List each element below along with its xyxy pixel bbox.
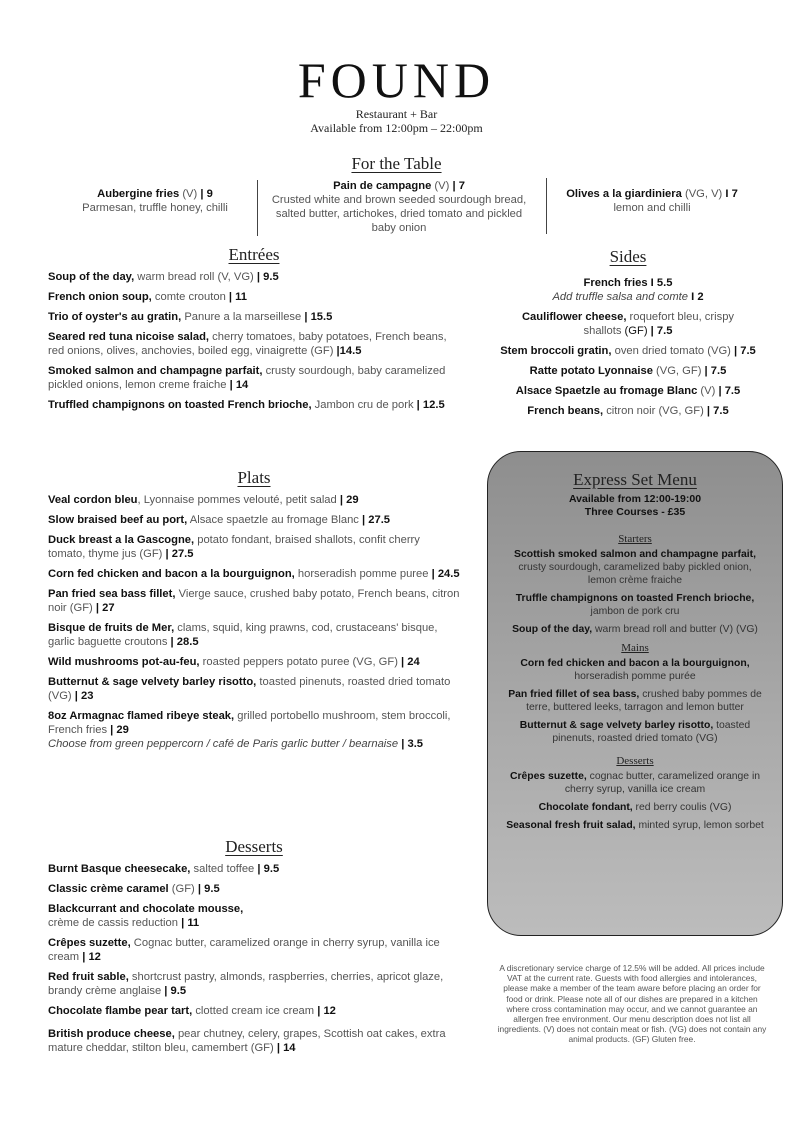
express-set-menu-card xyxy=(487,451,783,936)
divider-left xyxy=(257,180,258,236)
item-desc: crusty sourdough, caramelized baby pickled onion, lemon crème fraiche xyxy=(518,562,752,586)
item-note-price: I 2 xyxy=(688,291,704,303)
item-desc: roquefort bleu, crispy shallots xyxy=(583,311,735,337)
express-item xyxy=(506,657,764,683)
item-price: | 11 xyxy=(225,291,247,303)
menu-item xyxy=(478,364,778,378)
item-price: | 29 xyxy=(107,724,129,736)
table-item-olives xyxy=(552,187,752,215)
item-desc: Crusted white and brown seeded sourdough bread, salted butter, artichokes, dried tomato and pickled baby onion xyxy=(271,194,527,234)
express-availability: Available from 12:00-19:00 xyxy=(568,493,702,505)
item-name: Burnt Basque cheesecake, xyxy=(48,863,191,875)
availability-text: Available from 12:00pm – 22:00pm xyxy=(310,121,483,135)
entrees-list xyxy=(48,270,460,418)
item-desc: clams, squid, king prawns, cod, crustaceans' bisque, garlic baguette croutons xyxy=(48,622,438,648)
item-desc: minted syrup, lemon sorbet xyxy=(635,820,764,831)
item-tag: (V) xyxy=(179,188,198,200)
item-desc: horseradish pomme puree xyxy=(294,568,429,580)
item-price: | 7 xyxy=(449,180,465,192)
item-name: Alsace Spaetzle au fromage Blanc xyxy=(515,385,698,397)
item-price: | 7.5 xyxy=(701,365,727,377)
desserts-title: Desserts xyxy=(225,837,283,856)
divider-right xyxy=(546,178,547,234)
express-item xyxy=(506,719,764,745)
item-desc: pear chutney, celery, grapes, Scottish oat cakes, extra mature cheddar, stilton bleu, camembert (GF) xyxy=(48,1028,446,1054)
item-desc: (VG, GF) xyxy=(652,365,702,377)
item-price: | 12 xyxy=(79,951,101,963)
item-price: | 12 xyxy=(314,1005,336,1017)
item-desc: Cognac butter, caramelized orange in cherry syrup, vanilla ice cream xyxy=(48,937,440,963)
menu-item xyxy=(478,344,778,358)
item-desc: , Lyonnaise pommes velouté, petit salad xyxy=(137,494,337,506)
item-desc: clotted cream ice cream xyxy=(192,1005,315,1017)
express-desserts-title: Desserts xyxy=(616,755,654,767)
express-item xyxy=(506,623,764,636)
express-item xyxy=(506,770,764,796)
item-price: | 24.5 xyxy=(428,568,460,580)
item-desc: roasted peppers potato puree (VG, GF) xyxy=(199,656,398,668)
item-name: Crêpes suzette, xyxy=(509,771,587,782)
item-desc: Alsace spaetzle au fromage Blanc xyxy=(187,514,359,526)
item-price: | 27.5 xyxy=(162,548,194,560)
express-item xyxy=(506,801,764,814)
item-name: Slow braised beef au port, xyxy=(48,514,188,526)
item-name: Butternut & sage velvety barley risotto, xyxy=(519,720,714,731)
item-name: Pain de campagne xyxy=(333,180,432,192)
item-desc: Parmesan, truffle honey, chilli xyxy=(82,202,228,214)
item-name: Blackcurrant and chocolate mousse, xyxy=(48,903,244,915)
item-name: Bisque de fruits de Mer, xyxy=(48,622,175,634)
sides-title: Sides xyxy=(609,247,647,266)
item-price: | 29 xyxy=(336,494,359,506)
item-desc: comte crouton xyxy=(151,291,226,303)
menu-item xyxy=(478,384,778,398)
menu-item xyxy=(48,364,460,392)
menu-item xyxy=(48,902,460,930)
item-desc: Panure a la marseillese xyxy=(181,311,302,323)
item-desc: jambon de pork cru xyxy=(590,606,680,617)
item-name: Classic crème caramel xyxy=(48,883,169,895)
menu-item xyxy=(48,862,460,876)
item-name: Pan fried fillet of sea bass, xyxy=(508,689,640,700)
item-desc: salted toffee xyxy=(190,863,255,875)
item-name: Cauliflower cheese, xyxy=(521,311,627,323)
item-desc: warm bread roll (V, VG) xyxy=(134,271,254,283)
table-item-pain-de-campagne xyxy=(264,179,534,235)
menu-item xyxy=(48,655,460,669)
plats-title: Plats xyxy=(237,468,271,487)
item-name: Chocolate flambe pear tart, xyxy=(48,1005,193,1017)
item-price: | 12.5 xyxy=(413,399,445,411)
menu-item xyxy=(48,1004,460,1018)
item-desc: warm bread roll and butter (V) (VG) xyxy=(592,624,758,635)
item-price: | 9.5 xyxy=(194,883,220,895)
menu-item xyxy=(48,310,460,324)
item-name: Butternut & sage velvety barley risotto, xyxy=(48,676,257,688)
desserts-list xyxy=(48,862,460,1061)
item-name: French beans, xyxy=(527,405,604,417)
item-name: Veal cordon bleu xyxy=(48,494,138,506)
item-name: Seasonal fresh fruit salad, xyxy=(506,820,636,831)
item-name: Pan fried sea bass fillet, xyxy=(48,588,176,600)
item-name: Soup of the day, xyxy=(48,271,135,283)
menu-item xyxy=(478,404,778,418)
menu-item xyxy=(48,936,460,964)
item-tag: (GF) xyxy=(621,325,648,337)
menu-item xyxy=(48,513,460,527)
express-title: Express Set Menu xyxy=(573,470,697,489)
item-name: Red fruit sable, xyxy=(48,971,129,983)
express-item xyxy=(506,819,764,832)
item-name: Seared red tuna nicoise salad, xyxy=(48,331,210,343)
item-price: | 23 xyxy=(71,690,94,702)
item-desc: crème de cassis reduction xyxy=(48,917,178,929)
item-desc: toasted pinenuts, roasted dried tomato (VG) xyxy=(48,676,451,702)
item-desc: red berry coulis (VG) xyxy=(632,802,732,813)
item-name: Truffled champignons on toasted French brioche, xyxy=(48,399,312,411)
item-desc: Jambon cru de pork xyxy=(311,399,414,411)
item-name: 8oz Armagnac flamed ribeye steak, xyxy=(48,710,235,722)
sides-list xyxy=(478,276,778,424)
item-name: Truffle champignons on toasted French brioche, xyxy=(515,593,755,604)
item-desc: crushed baby pommes de terre, buttered leeks, tarragon and lemon butter xyxy=(526,689,762,713)
item-price: I 5.5 xyxy=(647,277,673,289)
item-price: | 28.5 xyxy=(167,636,199,648)
item-name: Scottish smoked salmon and champagne parfait, xyxy=(514,549,756,560)
item-name: Corn fed chicken and bacon a la bourguignon, xyxy=(48,568,295,580)
item-name: Aubergine fries xyxy=(97,188,180,200)
item-price: | 15.5 xyxy=(301,311,333,323)
item-desc: (GF) xyxy=(168,883,195,895)
item-desc: cherry tomatoes, baby potatoes, French beans, red onions, olives, anchovies, boiled egg, vinaigrette (GF) xyxy=(48,331,447,357)
item-name: Stem broccoli gratin, xyxy=(500,345,612,357)
tagline: Restaurant + Bar xyxy=(355,107,438,121)
item-price: | 14 xyxy=(273,1042,296,1054)
item-price: | 11 xyxy=(177,917,200,929)
item-name: British produce cheese, xyxy=(48,1028,175,1040)
menu-item xyxy=(478,310,778,338)
item-price: | 9.5 xyxy=(253,271,279,283)
menu-item xyxy=(48,675,460,703)
menu-item xyxy=(478,276,778,304)
item-desc: (V) xyxy=(697,385,716,397)
item-price: | 9.5 xyxy=(254,863,280,875)
item-desc: potato fondant, braised shallots, confit cherry tomato, thyme jus (GF) xyxy=(48,534,420,560)
item-name: Ratte potato Lyonnaise xyxy=(529,365,653,377)
item-name: Chocolate fondant, xyxy=(538,802,633,813)
item-price: | 24 xyxy=(397,656,420,668)
item-note: Add truffle salsa and comte xyxy=(552,291,689,303)
item-desc: grilled portobello mushroom, stem broccoli, French fries xyxy=(48,710,451,736)
item-desc: citron noir (VG, GF) xyxy=(603,405,704,417)
menu-item xyxy=(48,270,460,284)
express-item xyxy=(506,592,764,618)
entrees-title: Entrées xyxy=(228,245,280,264)
item-price: | 14 xyxy=(226,379,249,391)
express-item xyxy=(506,688,764,714)
item-name: Soup of the day, xyxy=(512,624,593,635)
item-name: Olives a la giardiniera xyxy=(566,188,682,200)
item-name: Duck breast a la Gascogne, xyxy=(48,534,195,546)
menu-item xyxy=(48,1027,460,1055)
menu-item xyxy=(48,621,460,649)
item-name: French onion soup, xyxy=(48,291,152,303)
item-name: Crêpes suzette, xyxy=(48,937,131,949)
menu-item xyxy=(48,709,460,751)
item-price: | 9 xyxy=(197,188,213,200)
menu-item xyxy=(48,290,460,304)
item-desc: Vierge sauce, crushed baby potato, French beans, citron noir (GF) xyxy=(48,588,460,614)
express-starters-title: Starters xyxy=(618,533,652,545)
menu-item xyxy=(48,493,460,507)
menu-item xyxy=(48,882,460,896)
item-name: Trio of oyster's au gratin, xyxy=(48,311,182,323)
item-note-price: | 3.5 xyxy=(398,738,424,750)
item-desc: horseradish pomme purée xyxy=(574,671,696,682)
item-price: | 7.5 xyxy=(715,385,741,397)
item-name: French fries xyxy=(583,277,648,289)
menu-item xyxy=(48,398,460,412)
item-name: Smoked salmon and champagne parfait, xyxy=(48,365,263,377)
item-name: Wild mushrooms pot-au-feu, xyxy=(48,656,200,668)
allergen-disclaimer: A discretionary service charge of 12.5% will be added. All prices include VAT at the current rate. Guests with food allergies and intolerances, please make a member of the team aware before placing an order for food or drink. Please note all of our dishes are prepared in a kitchen where cross contamination may occur, and we cannot guarantee an allergen free environment. Our menu description does not list all ingredients. (V) does not contain meat or fish. (VG) does not contain any animal products. (GF) Gluten free. xyxy=(497,963,767,1045)
menu-item xyxy=(48,587,460,615)
table-item-aubergine-fries xyxy=(60,187,250,215)
item-desc: shortcrust pastry, almonds, raspberries, cherries, apricot glaze, brandy crème anglaise xyxy=(48,971,444,997)
item-desc: crusty sourdough, baby caramelized pickled onions, lemon creme fraiche xyxy=(48,365,446,391)
item-tag: (VG, V) xyxy=(681,188,723,200)
express-price: Three Courses - £35 xyxy=(584,506,686,518)
item-price: I 7 xyxy=(722,188,738,200)
plats-list xyxy=(48,493,460,757)
menu-item xyxy=(48,533,460,561)
item-note: Choose from green peppercorn / café de Paris garlic butter / bearnaise xyxy=(48,738,399,750)
item-price: | 27.5 xyxy=(358,514,391,526)
item-name: Corn fed chicken and bacon a la bourguignon, xyxy=(520,658,750,669)
item-desc: cognac butter, caramelized orange in cherry syrup, vanilla ice cream xyxy=(564,771,761,795)
menu-item xyxy=(48,567,460,581)
item-tag: (V) xyxy=(431,180,450,192)
item-price: | 7.5 xyxy=(730,345,756,357)
item-price: | 27 xyxy=(92,602,115,614)
express-item xyxy=(506,548,764,587)
for-the-table-title: For the Table xyxy=(351,154,442,173)
item-desc: oven dried tomato (VG) xyxy=(611,345,731,357)
item-price: | 7.5 xyxy=(647,325,673,337)
express-mains-title: Mains xyxy=(621,642,649,654)
item-desc: toasted pinenuts, roasted dried tomato (VG) xyxy=(552,720,751,744)
menu-item xyxy=(48,330,460,358)
item-desc: lemon and chilli xyxy=(613,202,691,214)
item-price: | 9.5 xyxy=(161,985,187,997)
menu-item xyxy=(48,970,460,998)
item-price: |14.5 xyxy=(333,345,362,357)
item-price: | 7.5 xyxy=(703,405,729,417)
brand-logo: FOUND xyxy=(297,52,496,108)
